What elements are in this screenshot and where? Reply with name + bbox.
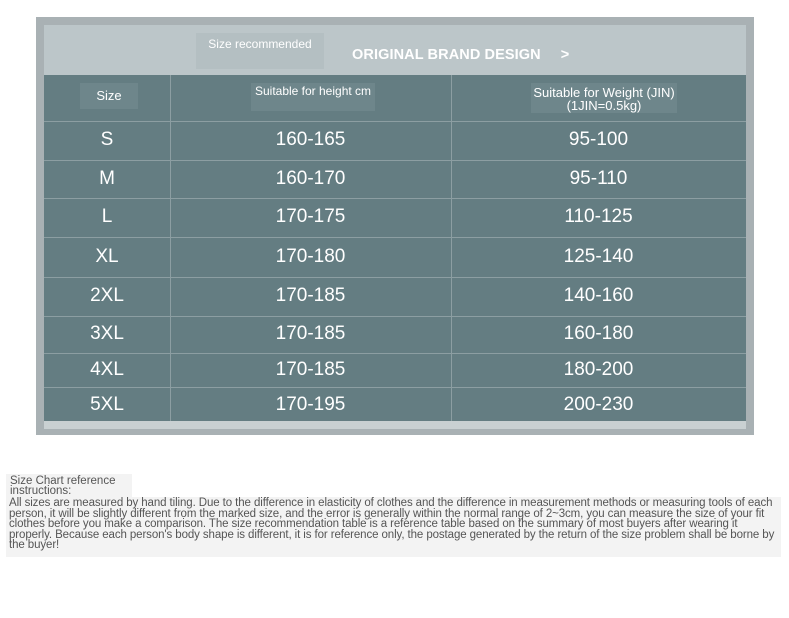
- cell-weight: 95-110: [569, 168, 628, 189]
- cell-height: 170-195: [275, 394, 346, 415]
- cell-weight: 140-160: [563, 285, 634, 306]
- cell-height: 160-165: [275, 129, 346, 150]
- size-chart-frame: [36, 17, 754, 435]
- cell-height: 170-185: [275, 323, 346, 344]
- cell-height: 160-170: [275, 168, 346, 189]
- header-weight: Suitable for Weight (JIN)(1JIN=0.5kg): [531, 83, 677, 113]
- cell-size: 2XL: [90, 285, 124, 306]
- cell-height: 170-185: [275, 359, 346, 380]
- banner-size-recommended: Size recommended: [196, 33, 324, 69]
- cell-size: XL: [95, 246, 119, 267]
- note-title: Size Chart reference instructions:: [6, 474, 132, 498]
- chevron-right-icon: >: [560, 47, 570, 63]
- banner-brand-title: [352, 47, 569, 63]
- header-size: Size: [80, 83, 138, 109]
- cell-weight: 95-100: [568, 129, 629, 150]
- size-chart: [44, 25, 746, 429]
- cell-size: 4XL: [90, 359, 124, 380]
- cell-height: 170-175: [275, 206, 346, 227]
- cell-weight: 160-180: [563, 323, 634, 344]
- cell-weight: 200-230: [563, 394, 634, 415]
- chart-bottom-strip: [44, 421, 746, 429]
- cell-size: 5XL: [90, 394, 124, 415]
- cell-size: 3XL: [90, 323, 124, 344]
- chart-banner: [44, 25, 746, 75]
- cell-weight: 110-125: [564, 206, 633, 227]
- banner-brand-label: ORIGINAL BRAND DESIGN: [352, 47, 541, 63]
- cell-weight: 125-140: [563, 246, 634, 267]
- cell-size: S: [100, 129, 114, 150]
- cell-height: 170-180: [275, 246, 346, 267]
- cell-weight: 180-200: [563, 359, 634, 380]
- cell-size: L: [101, 206, 113, 227]
- cell-size: M: [99, 168, 115, 189]
- cell-height: 170-185: [275, 285, 346, 306]
- note-body: All sizes are measured by hand tiling. Due to the difference in elasticity of clothes and the difference in measurement methods or measuring tools of each person, it will be slightly different from the marked size, and the error is generally within the normal range of 2~3cm, you can measure the size of your fit clothes before you make a comparison. The size recommendation table is a reference table based on the summary of most buyers after wearing it properly. Because each person's body shape is different, it is for reference only, the postage generated by the return of the size problem shall be borne by the buyer!: [6, 497, 781, 557]
- header-height: Suitable for height cm: [251, 83, 375, 111]
